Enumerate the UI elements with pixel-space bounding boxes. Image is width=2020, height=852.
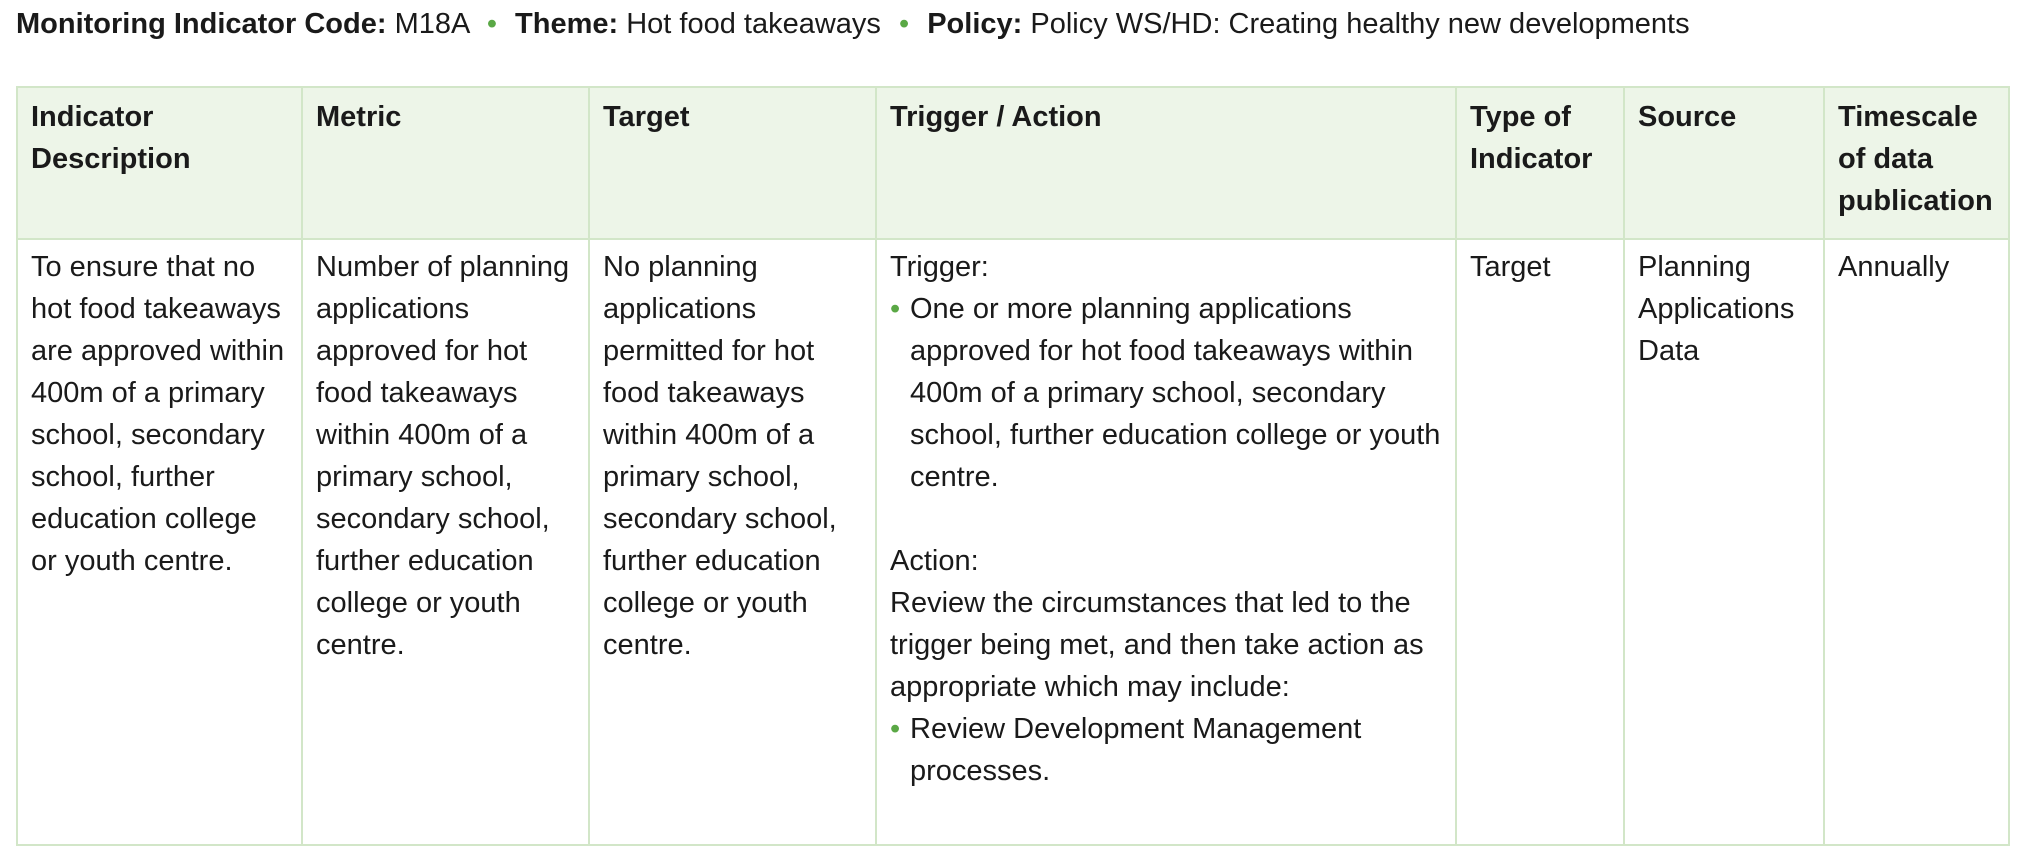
cell-target: No planning applications permitted for hot food takeaways within 400m of a primary school, secondary school, further education college or youth centre. [589,239,876,845]
cell-type-of-indicator: Target [1456,239,1624,845]
policy-value: Policy WS/HD: Creating healthy new developments [1030,8,1690,40]
separator-dot: • [899,8,910,40]
indicator-meta-line [16,4,1690,44]
table-row [17,239,2009,845]
header-metric: Metric [302,87,589,239]
policy-label: Policy: [927,8,1023,40]
header-type-of-indicator: Type of Indicator [1456,87,1624,239]
header-trigger-action: Trigger / Action [876,87,1456,239]
action-text: Review the circumstances that led to the trigger being met, and then take action as appropriate which may include: [890,587,1424,703]
action-list [890,708,1442,792]
theme-value: Hot food takeaways [626,8,881,40]
header-source: Source [1624,87,1824,239]
cell-trigger-action [876,239,1456,845]
theme-label: Theme: [515,8,619,40]
separator-dot: • [486,8,497,40]
action-item: • Review Development Management processes. [890,708,1442,792]
cell-source: Planning Applications Data [1624,239,1824,845]
header-target: Target [589,87,876,239]
trigger-item: • One or more planning applications approved for hot food takeaways within 400m of a primary school, secondary school, further education college or youth centre. [890,288,1442,498]
cell-timescale: Annually [1824,239,2009,845]
trigger-list [890,288,1442,498]
action-label: Action: [890,545,979,577]
trigger-label: Trigger: [890,251,989,283]
code-label: Monitoring Indicator Code: [16,8,387,40]
header-timescale: Timescale of data publication [1824,87,2009,239]
header-indicator-description: Indicator Description [17,87,302,239]
code-value: M18A [394,8,469,40]
monitoring-indicator-table [16,86,2010,846]
cell-metric: Number of planning applications approved for hot food takeaways within 400m of a primary school, secondary school, further education college or youth centre. [302,239,589,845]
cell-indicator-description: To ensure that no hot food takeaways are approved within 400m of a primary school, secondary school, further education college or youth centre. [17,239,302,845]
spacer [890,498,1442,540]
table-header-row [17,87,2009,239]
